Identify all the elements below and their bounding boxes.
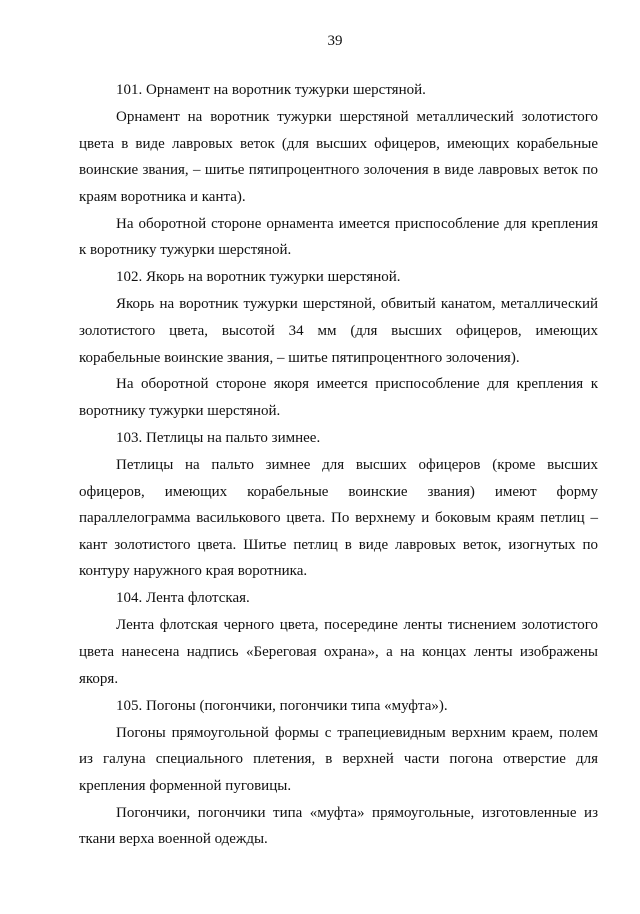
paragraph-104-description: Лента флотская черного цвета, посередине ленты тиснением золотистого цвета нанесена надпись «Береговая охрана», а на концах ленты изображены якоря.	[79, 617, 598, 687]
paragraph-101-description: Орнамент на воротник тужурки шерстяной металлический золотистого цвета в виде лавровых веток (для высших офицеров, имеющих корабельные воинские звания, – шитье пятипроцентного золочения в виде лавровых веток по краям воротника и канта).	[79, 108, 598, 205]
section-heading-101: 101. Орнамент на воротник тужурки шерстяной.	[116, 82, 426, 98]
paragraph-102-description: Якорь на воротник тужурки шерстяной, обвитый канатом, металлический золотистого цвета, высотой 34 мм (для высших офицеров, имеющих корабельные воинские звания, – шитье пятипроцентного золочения).	[79, 296, 598, 366]
section-heading-103: 103. Петлицы на пальто зимнее.	[116, 430, 321, 447]
paragraph-101-attachment: На оборотной стороне орнамента имеется приспособление для крепления к воротнику тужурки шерстяной.	[79, 215, 598, 259]
section-heading-102: 102. Якорь на воротник тужурки шерстяной.	[116, 269, 401, 286]
paragraph-102-attachment: На оборотной стороне якоря имеется приспособление для крепления к воротнику тужурки шерстяной.	[79, 376, 598, 420]
paragraph-105-epaulettes: Погоны прямоугольной формы с трапециевидным верхним краем, полем из галуна специального плетения, в верхней части погона отверстие для крепления форменной пуговицы.	[79, 724, 598, 794]
paragraph-105-shoulder-straps: Погончики, погончики типа «муфта» прямоугольные, изготовленные из ткани верха военной одежды.	[79, 804, 598, 848]
paragraph-103-description: Петлицы на пальто зимнее для высших офицеров (кроме высших офицеров, имеющих корабельные воинские звания) имеют форму параллелограмма василькового цвета. По верхнему и боковым краям петлиц – кант золотистого цвета. Шитье петлиц в виде лавровых веток, изогнутых по контуру наружного края воротника.	[79, 457, 598, 580]
section-heading-104: 104. Лента флотская.	[116, 590, 250, 607]
page-number: 39	[327, 33, 343, 49]
section-heading-105: 105. Погоны (погончики, погончики типа «муфта»).	[116, 697, 448, 714]
document-body	[79, 77, 598, 853]
